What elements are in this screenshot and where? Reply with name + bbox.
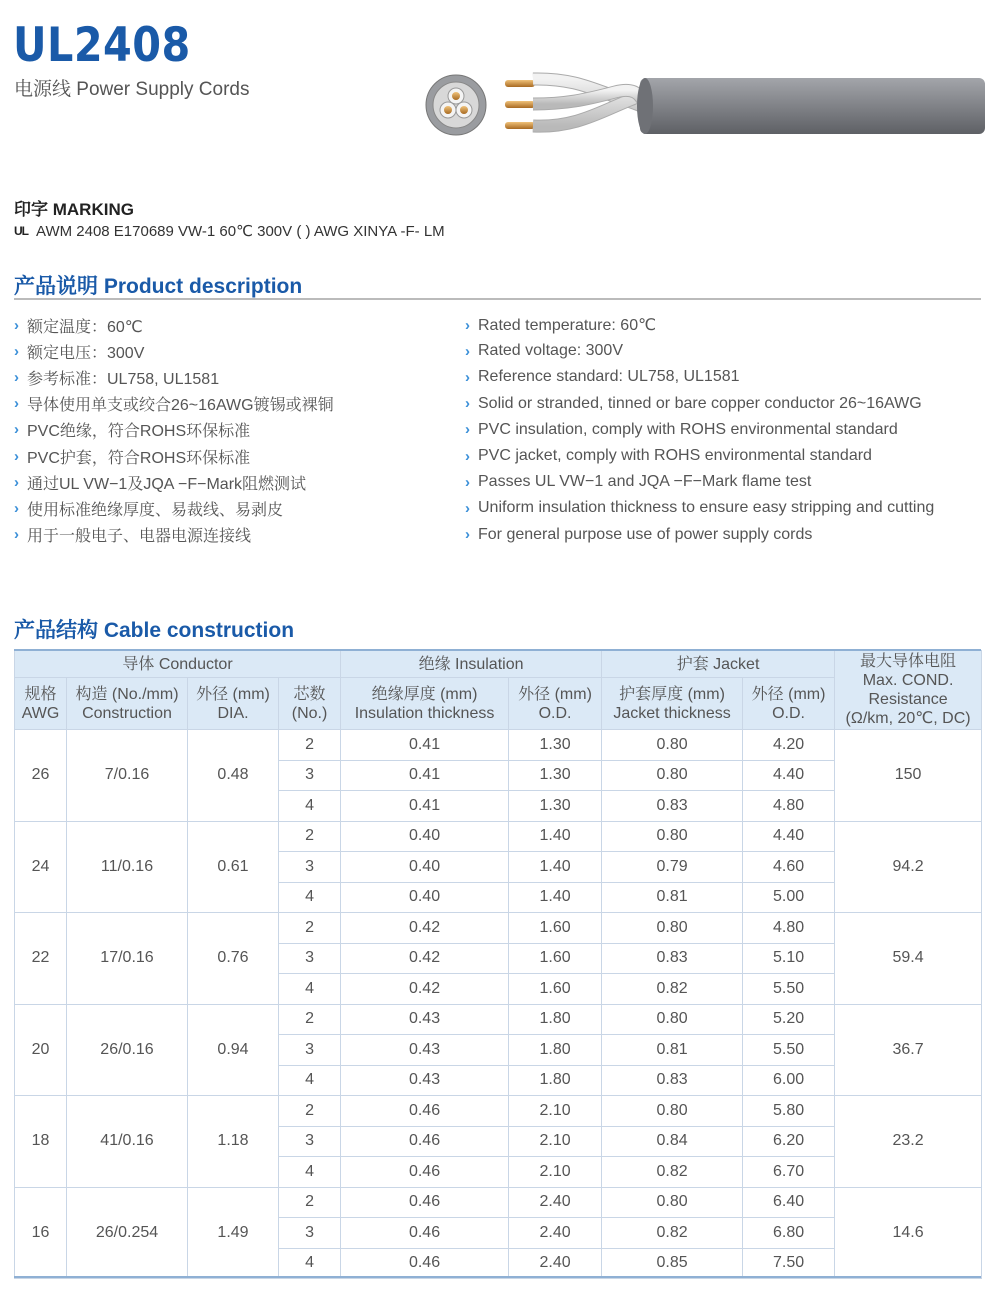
insulation-od-cell: 2.40 [509, 1218, 602, 1249]
cores-cell: 4 [279, 1157, 341, 1188]
insulation-od-cell: 2.40 [509, 1187, 602, 1218]
cable-construction-table [14, 650, 982, 1279]
awg-cell: 18 [15, 1096, 67, 1188]
jacket-od-cell: 6.00 [743, 1065, 835, 1096]
cable-illustration-icon [425, 70, 985, 140]
insulation-thickness-cell: 0.42 [341, 974, 509, 1005]
table-bottom-rule [14, 1276, 981, 1278]
insulation-thickness-cell: 0.41 [341, 791, 509, 822]
description-text: PVC insulation, comply with ROHS environmental standard [478, 420, 898, 438]
insulation-od-cell: 1.30 [509, 760, 602, 791]
insulation-thickness-cell: 0.46 [341, 1218, 509, 1249]
jacket-thickness-cell: 0.80 [602, 1096, 743, 1127]
description-item [465, 417, 934, 443]
jacket-thickness-cell: 0.81 [602, 1035, 743, 1066]
jacket-od-cell: 5.10 [743, 943, 835, 974]
insulation-thickness-cell: 0.46 [341, 1096, 509, 1127]
insulation-od-cell: 1.60 [509, 943, 602, 974]
description-text: Passes UL VW−1 and JQA −F−Mark flame test [478, 473, 812, 491]
description-text: 参考标准：UL758, UL1581 [27, 370, 220, 388]
cable-construction-title: 产品结构 Cable construction [14, 619, 295, 642]
insulation-thickness-cell: 0.41 [341, 760, 509, 791]
cores-cell: 3 [279, 1126, 341, 1157]
insulation-thickness-cell: 0.46 [341, 1187, 509, 1218]
description-item [14, 522, 334, 548]
description-text: For general purpose use of power supply cords [478, 525, 813, 543]
cores-cell: 3 [279, 1035, 341, 1066]
awg-cell: 16 [15, 1187, 67, 1279]
cores-cell: 4 [279, 882, 341, 913]
chevron-right-icon: › [14, 447, 19, 465]
description-text: PVC绝缘，符合ROHS环保标准 [27, 423, 251, 441]
description-text: 导体使用单支或绞合26~16AWG镀锡或裸铜 [27, 397, 334, 415]
description-item [14, 391, 334, 417]
jacket-od-cell: 5.00 [743, 882, 835, 913]
jacket-thickness-cell: 0.80 [602, 760, 743, 791]
jacket-od-cell: 5.50 [743, 1035, 835, 1066]
table-top-rule [14, 649, 981, 651]
table-row [15, 913, 982, 944]
jacket-thickness-cell: 0.83 [602, 791, 743, 822]
chevron-right-icon: › [465, 473, 470, 491]
description-text: PVC护套，符合ROHS环保标准 [27, 449, 251, 467]
section-divider [14, 298, 981, 300]
cores-cell: 3 [279, 852, 341, 883]
table-row [15, 821, 982, 852]
chevron-right-icon: › [14, 316, 19, 334]
description-item [14, 312, 334, 338]
cores-cell: 2 [279, 730, 341, 761]
chevron-right-icon: › [14, 395, 19, 413]
description-item [465, 338, 934, 364]
jacket-thickness-cell: 0.81 [602, 882, 743, 913]
awg-cell: 20 [15, 1004, 67, 1096]
jacket-od-cell: 4.80 [743, 913, 835, 944]
description-item [465, 364, 934, 390]
jacket-thickness-cell: 0.82 [602, 1157, 743, 1188]
jacket-od-cell: 4.40 [743, 821, 835, 852]
construction-cell: 7/0.16 [67, 730, 188, 822]
group-header-insulation: 绝缘 Insulation [341, 651, 602, 678]
jacket-thickness-cell: 0.80 [602, 821, 743, 852]
jacket-thickness-cell: 0.79 [602, 852, 743, 883]
description-text: Reference standard: UL758, UL1581 [478, 368, 740, 386]
chevron-right-icon: › [14, 499, 19, 517]
jacket-od-cell: 5.80 [743, 1096, 835, 1127]
cores-cell: 4 [279, 1248, 341, 1279]
group-header-conductor: 导体 Conductor [15, 651, 341, 678]
description-item [465, 443, 934, 469]
resistance-cell: 36.7 [835, 1004, 982, 1096]
insulation-od-cell: 1.80 [509, 1004, 602, 1035]
cores-cell: 4 [279, 974, 341, 1005]
chevron-right-icon: › [465, 499, 470, 517]
jacket-od-cell: 6.40 [743, 1187, 835, 1218]
jacket-od-cell: 4.20 [743, 730, 835, 761]
conductor-dia-cell: 0.48 [188, 730, 279, 822]
description-item [14, 417, 334, 443]
jacket-thickness-cell: 0.84 [602, 1126, 743, 1157]
conductor-dia-cell: 1.18 [188, 1096, 279, 1188]
description-item [14, 443, 334, 469]
insulation-thickness-cell: 0.42 [341, 943, 509, 974]
insulation-od-cell: 1.60 [509, 974, 602, 1005]
group-header-resistance: 最大导体电阻 Max. COND. Resistance (Ω/km, 20℃, DC) [835, 651, 982, 730]
insulation-thickness-cell: 0.40 [341, 821, 509, 852]
construction-cell: 26/0.254 [67, 1187, 188, 1279]
insulation-od-cell: 2.10 [509, 1157, 602, 1188]
description-text: Rated temperature: 60℃ [478, 317, 657, 335]
product-description-title: 产品说明 Product description [14, 275, 303, 298]
jacket-thickness-cell: 0.83 [602, 943, 743, 974]
chevron-right-icon: › [14, 421, 19, 439]
column-header: 绝缘厚度 (mm) Insulation thickness [341, 678, 509, 730]
chevron-right-icon: › [465, 368, 470, 386]
product-title: UL2408 [13, 18, 191, 73]
column-header: 护套厚度 (mm) Jacket thickness [602, 678, 743, 730]
description-text: 额定温度：60℃ [27, 318, 143, 336]
chevron-right-icon: › [14, 526, 19, 544]
ul-logo-icon: UL [14, 224, 28, 238]
jacket-od-cell: 5.50 [743, 974, 835, 1005]
construction-cell: 26/0.16 [67, 1004, 188, 1096]
cores-cell: 2 [279, 821, 341, 852]
description-list-en [465, 312, 934, 548]
description-text: 额定电压：300V [27, 344, 145, 362]
cores-cell: 2 [279, 1096, 341, 1127]
chevron-right-icon: › [465, 395, 470, 413]
description-item [14, 364, 334, 390]
chevron-right-icon: › [14, 342, 19, 360]
insulation-thickness-cell: 0.46 [341, 1157, 509, 1188]
cores-cell: 3 [279, 943, 341, 974]
description-text: Uniform insulation thickness to ensure easy stripping and cutting [478, 499, 935, 517]
cores-cell: 2 [279, 1004, 341, 1035]
chevron-right-icon: › [465, 526, 470, 544]
insulation-thickness-cell: 0.46 [341, 1248, 509, 1279]
jacket-od-cell: 4.80 [743, 791, 835, 822]
table-row [15, 730, 982, 761]
insulation-od-cell: 1.40 [509, 882, 602, 913]
jacket-od-cell: 7.50 [743, 1248, 835, 1279]
description-text: PVC jacket, comply with ROHS environmental standard [478, 447, 872, 465]
description-text: Solid or stranded, tinned or bare copper conductor 26~16AWG [478, 394, 922, 412]
cores-cell: 2 [279, 913, 341, 944]
jacket-thickness-cell: 0.83 [602, 1065, 743, 1096]
description-item [465, 312, 934, 338]
jacket-thickness-cell: 0.80 [602, 730, 743, 761]
product-subtitle: 电源线 Power Supply Cords [14, 79, 250, 100]
description-item [14, 495, 334, 521]
description-text: 通过UL VW−1及JQA −F−Mark阻燃测试 [27, 475, 307, 493]
jacket-thickness-cell: 0.80 [602, 1187, 743, 1218]
chevron-right-icon: › [465, 421, 470, 439]
table-row [15, 1187, 982, 1218]
insulation-od-cell: 1.40 [509, 852, 602, 883]
column-header: 构造 (No./mm) Construction [67, 678, 188, 730]
description-item [465, 391, 934, 417]
cores-cell: 4 [279, 791, 341, 822]
insulation-thickness-cell: 0.46 [341, 1126, 509, 1157]
jacket-od-cell: 6.20 [743, 1126, 835, 1157]
insulation-thickness-cell: 0.40 [341, 852, 509, 883]
table-row [15, 1096, 982, 1127]
column-header: 芯数 (No.) [279, 678, 341, 730]
cores-cell: 3 [279, 760, 341, 791]
marking-text: AWM 2408 E170689 VW-1 60℃ 300V ( ) AWG XINYA -F- LM [36, 223, 445, 240]
construction-cell: 41/0.16 [67, 1096, 188, 1188]
jacket-thickness-cell: 0.80 [602, 1004, 743, 1035]
insulation-od-cell: 1.40 [509, 821, 602, 852]
resistance-cell: 23.2 [835, 1096, 982, 1188]
awg-cell: 22 [15, 913, 67, 1005]
jacket-thickness-cell: 0.80 [602, 913, 743, 944]
column-header: 外径 (mm) O.D. [509, 678, 602, 730]
marking-line [14, 222, 445, 240]
insulation-od-cell: 1.30 [509, 730, 602, 761]
conductor-dia-cell: 0.61 [188, 821, 279, 913]
resistance-cell: 150 [835, 730, 982, 822]
conductor-dia-cell: 0.94 [188, 1004, 279, 1096]
table-row [15, 1004, 982, 1035]
chevron-right-icon: › [465, 316, 470, 334]
insulation-od-cell: 1.30 [509, 791, 602, 822]
resistance-cell: 59.4 [835, 913, 982, 1005]
jacket-thickness-cell: 0.82 [602, 974, 743, 1005]
construction-cell: 17/0.16 [67, 913, 188, 1005]
jacket-od-cell: 6.70 [743, 1157, 835, 1188]
column-header: 外径 (mm) O.D. [743, 678, 835, 730]
chevron-right-icon: › [465, 342, 470, 360]
insulation-od-cell: 2.40 [509, 1248, 602, 1279]
chevron-right-icon: › [14, 473, 19, 491]
jacket-od-cell: 5.20 [743, 1004, 835, 1035]
marking-label: 印字 MARKING [14, 200, 134, 219]
cores-cell: 2 [279, 1187, 341, 1218]
description-item [465, 522, 934, 548]
insulation-thickness-cell: 0.43 [341, 1004, 509, 1035]
insulation-thickness-cell: 0.43 [341, 1035, 509, 1066]
insulation-thickness-cell: 0.43 [341, 1065, 509, 1096]
awg-cell: 26 [15, 730, 67, 822]
jacket-od-cell: 4.60 [743, 852, 835, 883]
jacket-thickness-cell: 0.85 [602, 1248, 743, 1279]
description-item [465, 469, 934, 495]
column-header: 外径 (mm) DIA. [188, 678, 279, 730]
insulation-thickness-cell: 0.40 [341, 882, 509, 913]
column-header: 规格 AWG [15, 678, 67, 730]
insulation-od-cell: 2.10 [509, 1096, 602, 1127]
insulation-thickness-cell: 0.42 [341, 913, 509, 944]
insulation-od-cell: 1.80 [509, 1035, 602, 1066]
description-text: 用于一般电子、电器电源连接线 [27, 528, 252, 546]
description-item [465, 495, 934, 521]
description-item [14, 469, 334, 495]
construction-cell: 11/0.16 [67, 821, 188, 913]
jacket-od-cell: 6.80 [743, 1218, 835, 1249]
resistance-cell: 94.2 [835, 821, 982, 913]
description-list-cn [14, 312, 334, 548]
insulation-thickness-cell: 0.41 [341, 730, 509, 761]
group-header-jacket: 护套 Jacket [602, 651, 835, 678]
cores-cell: 4 [279, 1065, 341, 1096]
chevron-right-icon: › [465, 447, 470, 465]
jacket-thickness-cell: 0.82 [602, 1218, 743, 1249]
jacket-od-cell: 4.40 [743, 760, 835, 791]
insulation-od-cell: 1.60 [509, 913, 602, 944]
conductor-dia-cell: 1.49 [188, 1187, 279, 1279]
description-item [14, 338, 334, 364]
chevron-right-icon: › [14, 368, 19, 386]
awg-cell: 24 [15, 821, 67, 913]
description-text: Rated voltage: 300V [478, 342, 623, 360]
resistance-cell: 14.6 [835, 1187, 982, 1279]
insulation-od-cell: 1.80 [509, 1065, 602, 1096]
insulation-od-cell: 2.10 [509, 1126, 602, 1157]
conductor-dia-cell: 0.76 [188, 913, 279, 1005]
description-text: 使用标准绝缘厚度、易裁线、易剥皮 [27, 501, 284, 519]
cores-cell: 3 [279, 1218, 341, 1249]
